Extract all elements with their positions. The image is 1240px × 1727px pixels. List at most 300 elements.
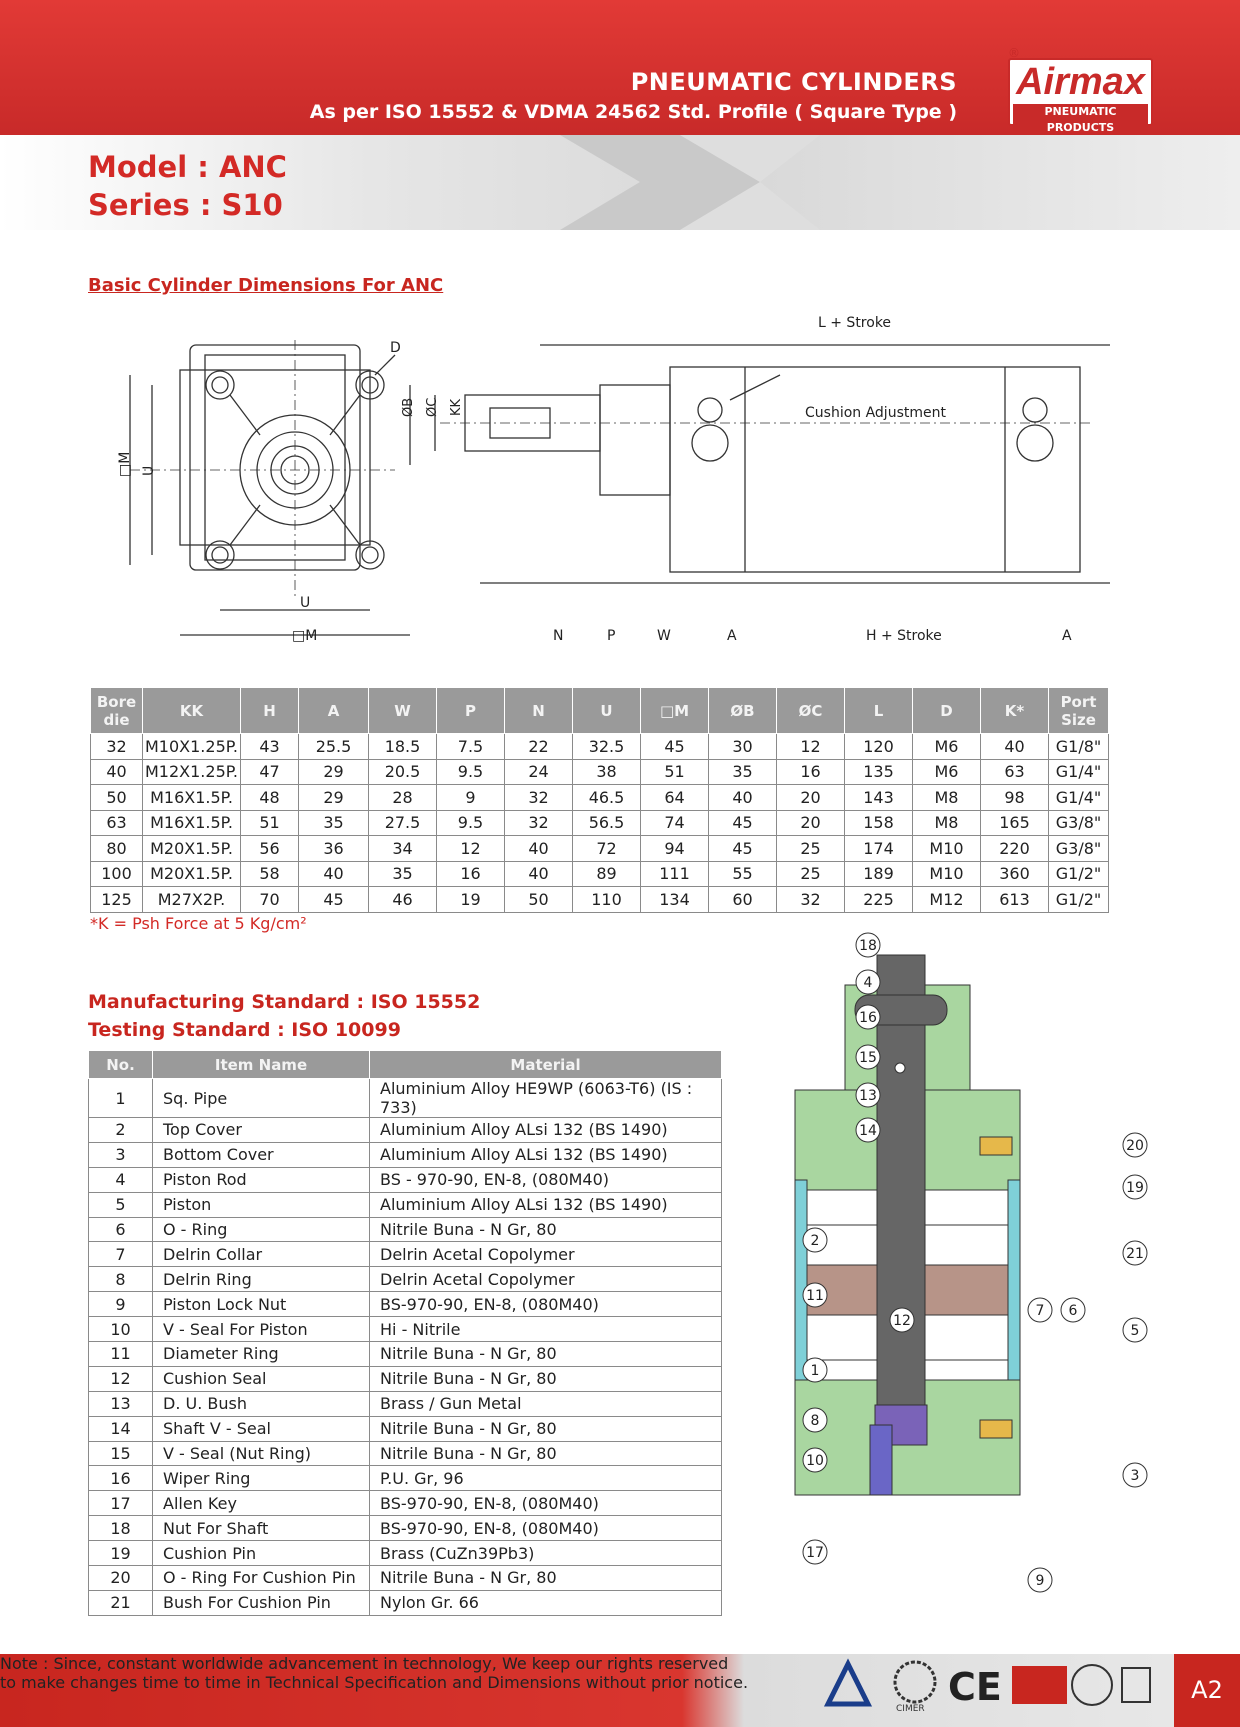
- cylinder-section-illustration: [790, 925, 1170, 1595]
- cert-cimer-label: CIMER: [896, 1704, 925, 1714]
- item-number-cell: 7: [89, 1242, 153, 1267]
- dim-label-a: A: [727, 628, 737, 644]
- dimension-cell: 40: [981, 734, 1049, 760]
- dimension-cell: 189: [845, 861, 913, 887]
- callout-number: 10: [806, 1453, 824, 1469]
- material-cell: Delrin Acetal Copolymer: [370, 1242, 722, 1267]
- footer-note-line2: to make changes time to time in Technical Specification and Dimensions without prior notice.: [0, 1673, 749, 1692]
- dimension-cell: 40: [299, 861, 369, 887]
- dimension-cell: 40: [709, 785, 777, 811]
- part-callout: [856, 970, 880, 994]
- dimension-cell: 72: [573, 836, 641, 862]
- item-name-cell: Bottom Cover: [153, 1142, 370, 1167]
- material-row: [89, 1491, 722, 1516]
- material-cell: BS-970-90, EN-8, (080M40): [370, 1292, 722, 1317]
- dimension-cell: 64: [641, 785, 709, 811]
- dimension-cell: G3/8": [1049, 836, 1109, 862]
- model-block: [88, 148, 287, 224]
- part-callout: [856, 1118, 880, 1142]
- item-name-cell: V - Seal (Nut Ring): [153, 1441, 370, 1466]
- material-cell: Aluminium Alloy ALsi 132 (BS 1490): [370, 1192, 722, 1217]
- callout-number: 6: [1068, 1303, 1078, 1319]
- dimension-cell: 22: [505, 734, 573, 760]
- callout-number: 16: [859, 1010, 877, 1026]
- item-name-cell: Delrin Collar: [153, 1242, 370, 1267]
- item-number-cell: 5: [89, 1192, 153, 1217]
- item-number-cell: 8: [89, 1267, 153, 1292]
- dimension-cell: 40: [505, 861, 573, 887]
- material-cell: Nitrile Buna - N Gr, 80: [370, 1416, 722, 1441]
- dimension-cell: 29: [299, 785, 369, 811]
- dim-label-n: N: [553, 628, 564, 644]
- dimension-cell: 50: [505, 887, 573, 913]
- dimension-cell: 60: [709, 887, 777, 913]
- material-row: [89, 1590, 722, 1615]
- dim-label-a2: A: [1062, 628, 1072, 644]
- testing-standard: Testing Standard : ISO 10099: [88, 1019, 401, 1041]
- material-table-header: [89, 1051, 722, 1079]
- dimension-cell: 18.5: [369, 734, 437, 760]
- dimension-cell: 25: [777, 861, 845, 887]
- dimension-cell: 48: [241, 785, 299, 811]
- dimension-cell: 94: [641, 836, 709, 862]
- dimension-cell: 40: [91, 759, 143, 785]
- material-row: [89, 1366, 722, 1391]
- dimension-cell: M10: [913, 836, 981, 862]
- section-body: [795, 955, 1020, 1495]
- callout-number: 20: [1126, 1138, 1144, 1154]
- material-row: [89, 1192, 722, 1217]
- series-line: Series : S10: [88, 188, 283, 222]
- material-row: [89, 1416, 722, 1441]
- part-callout: [856, 1005, 880, 1029]
- dimension-cell: 16: [437, 861, 505, 887]
- material-table-body: [89, 1079, 722, 1616]
- dimension-cell: 35: [299, 810, 369, 836]
- cylinder-dimension-drawing: [110, 315, 1130, 650]
- material-row: [89, 1118, 722, 1143]
- dimension-row: [91, 887, 1109, 913]
- dimension-cell: 50: [91, 785, 143, 811]
- dimension-cell: 34: [369, 836, 437, 862]
- dimension-cell: 29: [299, 759, 369, 785]
- dimension-cell: M12: [913, 887, 981, 913]
- callout-number: 13: [859, 1088, 877, 1104]
- item-number-cell: 1: [89, 1079, 153, 1118]
- dimension-cell: G1/4": [1049, 785, 1109, 811]
- item-number-cell: 13: [89, 1391, 153, 1416]
- callout-number: 4: [863, 975, 873, 991]
- item-number-cell: 20: [89, 1566, 153, 1591]
- dimension-cell: 45: [709, 836, 777, 862]
- dimension-column-header: Bore die: [91, 688, 143, 734]
- material-cell: Brass / Gun Metal: [370, 1391, 722, 1416]
- material-column-header: Item Name: [153, 1051, 370, 1079]
- material-cell: Aluminium Alloy HE9WP (6063-T6) (IS : 733): [370, 1079, 722, 1118]
- material-row: [89, 1541, 722, 1566]
- dimension-cell: 20: [777, 785, 845, 811]
- callout-number: 9: [1035, 1573, 1045, 1589]
- dimension-cell: 143: [845, 785, 913, 811]
- material-cell: P.U. Gr, 96: [370, 1466, 722, 1491]
- dimension-column-header: U: [573, 688, 641, 734]
- dim-label-m: □M: [117, 451, 133, 477]
- item-name-cell: O - Ring: [153, 1217, 370, 1242]
- item-name-cell: D. U. Bush: [153, 1391, 370, 1416]
- dimension-table: [90, 687, 1109, 913]
- dimension-cell: 9.5: [437, 810, 505, 836]
- part-callout: [1028, 1298, 1052, 1322]
- dim-label-u-bottom: U: [300, 595, 311, 611]
- dimension-column-header: □M: [641, 688, 709, 734]
- dim-label-l-stroke: L + Stroke: [818, 315, 892, 331]
- dimension-row: [91, 810, 1109, 836]
- dimension-cell: 70: [241, 887, 299, 913]
- item-name-cell: Bush For Cushion Pin: [153, 1590, 370, 1615]
- callout-number: 11: [806, 1288, 824, 1304]
- dimension-cell: 20.5: [369, 759, 437, 785]
- cushion-adjustment-label: Cushion Adjustment: [805, 405, 946, 421]
- dim-label-w: W: [657, 628, 671, 644]
- material-cell: BS-970-90, EN-8, (080M40): [370, 1491, 722, 1516]
- material-cell: Nitrile Buna - N Gr, 80: [370, 1342, 722, 1367]
- dimension-cell: 134: [641, 887, 709, 913]
- part-callout: [1123, 1241, 1147, 1265]
- dimension-column-header: A: [299, 688, 369, 734]
- dim-label-h-stroke: H + Stroke: [866, 628, 942, 644]
- logo-brand: Airmax: [1016, 61, 1145, 103]
- dimension-cell: 63: [91, 810, 143, 836]
- dimension-cell: 98: [981, 785, 1049, 811]
- dimension-cell: 360: [981, 861, 1049, 887]
- dimension-cell: 32: [777, 887, 845, 913]
- dim-label-kk: KK: [449, 398, 464, 416]
- dimension-cell: 25.5: [299, 734, 369, 760]
- callout-number: 21: [1126, 1246, 1144, 1262]
- section-title: Basic Cylinder Dimensions For ANC: [88, 275, 444, 296]
- item-number-cell: 19: [89, 1541, 153, 1566]
- material-row: [89, 1292, 722, 1317]
- header-subtitle: As per ISO 15552 & VDMA 24562 Std. Profile ( Square Type ): [309, 101, 957, 123]
- material-row: [89, 1242, 722, 1267]
- dimension-column-header: Port Size: [1049, 688, 1109, 734]
- dimension-cell: 45: [641, 734, 709, 760]
- dimension-cell: 55: [709, 861, 777, 887]
- item-number-cell: 10: [89, 1317, 153, 1342]
- k-force-note: *K = Psh Force at 5 Kg/cm²: [90, 914, 307, 933]
- dimension-cell: M20X1.5P.: [143, 836, 241, 862]
- dimension-column-header: P: [437, 688, 505, 734]
- dimension-cell: 174: [845, 836, 913, 862]
- dimension-cell: M16X1.5P.: [143, 785, 241, 811]
- dimension-cell: 40: [505, 836, 573, 862]
- dimension-cell: 20: [777, 810, 845, 836]
- isi-mark-icon: [828, 1664, 868, 1704]
- item-name-cell: Delrin Ring: [153, 1267, 370, 1292]
- dimension-cell: M12X1.25P.: [143, 759, 241, 785]
- material-cell: Nitrile Buna - N Gr, 80: [370, 1217, 722, 1242]
- dimension-cell: 30: [709, 734, 777, 760]
- bureau-veritas-seal-icon: [1072, 1665, 1112, 1705]
- dimension-cell: 32.5: [573, 734, 641, 760]
- material-row: [89, 1391, 722, 1416]
- ce-mark: CE: [948, 1665, 1002, 1709]
- dimension-column-header: H: [241, 688, 299, 734]
- material-cell: Nitrile Buna - N Gr, 80: [370, 1566, 722, 1591]
- material-cell: Hi - Nitrile: [370, 1317, 722, 1342]
- dim-label-m-bottom: □M: [292, 628, 318, 644]
- cimer-gear-icon: [895, 1662, 935, 1702]
- dimension-cell: 16: [777, 759, 845, 785]
- header-title: PNEUMATIC CYLINDERS: [630, 68, 957, 96]
- dimension-cell: 47: [241, 759, 299, 785]
- callout-number: 19: [1126, 1180, 1144, 1196]
- material-row: [89, 1267, 722, 1292]
- dimension-cell: 24: [505, 759, 573, 785]
- dimension-cell: 35: [709, 759, 777, 785]
- part-callout: [803, 1448, 827, 1472]
- dimension-cell: 220: [981, 836, 1049, 862]
- dim-label-u: U: [141, 465, 157, 476]
- dimension-cell: 45: [709, 810, 777, 836]
- dimension-cell: 51: [241, 810, 299, 836]
- dim-label-ob: ØB: [401, 397, 416, 417]
- model-line: Model : ANC: [88, 150, 287, 184]
- dimension-cell: 9.5: [437, 759, 505, 785]
- item-number-cell: 21: [89, 1590, 153, 1615]
- part-callout: [803, 1228, 827, 1252]
- item-number-cell: 16: [89, 1466, 153, 1491]
- dimension-cell: 36: [299, 836, 369, 862]
- part-callout: [1123, 1175, 1147, 1199]
- dimension-cell: 80: [91, 836, 143, 862]
- material-row: [89, 1142, 722, 1167]
- dimension-table-header: [91, 688, 1109, 734]
- dimension-cell: 613: [981, 887, 1049, 913]
- item-name-cell: O - Ring For Cushion Pin: [153, 1566, 370, 1591]
- material-cell: Aluminium Alloy ALsi 132 (BS 1490): [370, 1118, 722, 1143]
- callout-number: 18: [859, 938, 877, 954]
- dimension-cell: 32: [91, 734, 143, 760]
- part-callout: [1123, 1463, 1147, 1487]
- item-name-cell: V - Seal For Piston: [153, 1317, 370, 1342]
- manufacturing-standard: Manufacturing Standard : ISO 15552: [88, 991, 481, 1013]
- item-name-cell: Piston: [153, 1192, 370, 1217]
- dimension-cell: M10: [913, 861, 981, 887]
- part-callout: [856, 933, 880, 957]
- ukas-badge-icon: [1122, 1668, 1150, 1702]
- item-number-cell: 4: [89, 1167, 153, 1192]
- item-number-cell: 12: [89, 1366, 153, 1391]
- material-row: [89, 1217, 722, 1242]
- dimension-cell: 19: [437, 887, 505, 913]
- item-name-cell: Cushion Seal: [153, 1366, 370, 1391]
- callout-number: 7: [1035, 1303, 1045, 1319]
- dimension-column-header: KK: [143, 688, 241, 734]
- dimension-cell: 63: [981, 759, 1049, 785]
- dimension-cell: G1/2": [1049, 861, 1109, 887]
- part-callout: [856, 1045, 880, 1069]
- dimension-cell: 45: [299, 887, 369, 913]
- material-cell: Nylon Gr. 66: [370, 1590, 722, 1615]
- dimension-cell: 225: [845, 887, 913, 913]
- dimension-cell: 125: [91, 887, 143, 913]
- dimension-column-header: K*: [981, 688, 1049, 734]
- item-number-cell: 9: [89, 1292, 153, 1317]
- item-name-cell: Wiper Ring: [153, 1466, 370, 1491]
- dimension-cell: 35: [369, 861, 437, 887]
- dimension-cell: G1/2": [1049, 887, 1109, 913]
- dimension-cell: M16X1.5P.: [143, 810, 241, 836]
- dimension-cell: 27.5: [369, 810, 437, 836]
- dim-label-d: D: [390, 340, 401, 356]
- dimension-cell: 43: [241, 734, 299, 760]
- dimension-cell: 51: [641, 759, 709, 785]
- material-cell: Brass (CuZn39Pb3): [370, 1541, 722, 1566]
- dim-label-p: P: [607, 628, 616, 644]
- material-row: [89, 1167, 722, 1192]
- dimension-row: [91, 734, 1109, 760]
- dimension-cell: G1/8": [1049, 734, 1109, 760]
- part-callout: [803, 1540, 827, 1564]
- callout-number: 17: [806, 1545, 824, 1561]
- page-number: A2: [1174, 1654, 1240, 1727]
- material-row: [89, 1516, 722, 1541]
- logo-sub: PNEUMATIC PRODUCTS: [1013, 104, 1148, 136]
- part-callout: [803, 1283, 827, 1307]
- callout-number: 2: [810, 1233, 820, 1249]
- material-cell: BS-970-90, EN-8, (080M40): [370, 1516, 722, 1541]
- material-row: [89, 1466, 722, 1491]
- dimension-cell: 7.5: [437, 734, 505, 760]
- material-cell: Aluminium Alloy ALsi 132 (BS 1490): [370, 1142, 722, 1167]
- material-row: [89, 1317, 722, 1342]
- item-name-cell: Sq. Pipe: [153, 1079, 370, 1118]
- part-callout: [1123, 1318, 1147, 1342]
- dimension-row: [91, 861, 1109, 887]
- item-number-cell: 15: [89, 1441, 153, 1466]
- dimension-cell: 89: [573, 861, 641, 887]
- dimension-cell: 56.5: [573, 810, 641, 836]
- item-name-cell: Allen Key: [153, 1491, 370, 1516]
- dimension-cell: 12: [437, 836, 505, 862]
- material-cell: Nitrile Buna - N Gr, 80: [370, 1441, 722, 1466]
- item-name-cell: Shaft V - Seal: [153, 1416, 370, 1441]
- item-name-cell: Cushion Pin: [153, 1541, 370, 1566]
- item-number-cell: 6: [89, 1217, 153, 1242]
- side-view: [410, 345, 1110, 583]
- dimension-cell: M27X2P.: [143, 887, 241, 913]
- brand-logo: [1008, 46, 1153, 134]
- item-name-cell: Diameter Ring: [153, 1342, 370, 1367]
- dimension-row: [91, 759, 1109, 785]
- dimension-cell: 165: [981, 810, 1049, 836]
- dimension-cell: 58: [241, 861, 299, 887]
- dimension-cell: 12: [777, 734, 845, 760]
- dimension-cell: 9: [437, 785, 505, 811]
- dimension-cell: 46: [369, 887, 437, 913]
- dimension-cell: 158: [845, 810, 913, 836]
- dimension-cell: 110: [573, 887, 641, 913]
- part-callout: [1123, 1133, 1147, 1157]
- dimension-column-header: ØC: [777, 688, 845, 734]
- callout-number: 5: [1130, 1323, 1140, 1339]
- dimension-row: [91, 836, 1109, 862]
- dimension-table-body: [91, 734, 1109, 913]
- callout-number: 12: [893, 1313, 911, 1329]
- dimension-cell: 28: [369, 785, 437, 811]
- dimension-cell: 56: [241, 836, 299, 862]
- iso-cert-badge: [1012, 1666, 1067, 1704]
- item-name-cell: Piston Lock Nut: [153, 1292, 370, 1317]
- dimension-cell: G3/8": [1049, 810, 1109, 836]
- item-name-cell: Top Cover: [153, 1118, 370, 1143]
- dimension-cell: 111: [641, 861, 709, 887]
- dimension-cell: 25: [777, 836, 845, 862]
- item-number-cell: 17: [89, 1491, 153, 1516]
- dimension-cell: 32: [505, 785, 573, 811]
- item-number-cell: 11: [89, 1342, 153, 1367]
- dimension-row: [91, 785, 1109, 811]
- dimension-cell: M10X1.25P.: [143, 734, 241, 760]
- material-cell: Nitrile Buna - N Gr, 80: [370, 1366, 722, 1391]
- dimension-cell: M6: [913, 734, 981, 760]
- item-name-cell: Piston Rod: [153, 1167, 370, 1192]
- dimension-cell: 120: [845, 734, 913, 760]
- item-name-cell: Nut For Shaft: [153, 1516, 370, 1541]
- part-callout: [1028, 1568, 1052, 1592]
- item-number-cell: 2: [89, 1118, 153, 1143]
- dimension-cell: 100: [91, 861, 143, 887]
- part-callout: [1061, 1298, 1085, 1322]
- dimension-column-header: N: [505, 688, 573, 734]
- material-row: [89, 1566, 722, 1591]
- dimension-column-header: D: [913, 688, 981, 734]
- standards-block: [88, 988, 480, 1044]
- dimension-cell: 32: [505, 810, 573, 836]
- material-row: [89, 1079, 722, 1118]
- material-table: [88, 1050, 722, 1616]
- dimension-cell: 38: [573, 759, 641, 785]
- material-row: [89, 1342, 722, 1367]
- material-column-header: Material: [370, 1051, 722, 1079]
- dimension-cell: 135: [845, 759, 913, 785]
- material-column-header: No.: [89, 1051, 153, 1079]
- dimension-column-header: W: [369, 688, 437, 734]
- dimension-column-header: L: [845, 688, 913, 734]
- dimension-cell: 46.5: [573, 785, 641, 811]
- callout-number: 14: [859, 1123, 877, 1139]
- footer-note-line1: Note : Since, constant worldwide advancement in technology, We keep our rights reserved: [0, 1654, 729, 1673]
- dimension-cell: M20X1.5P.: [143, 861, 241, 887]
- front-view: [130, 340, 410, 635]
- part-callout: [890, 1308, 914, 1332]
- material-cell: BS - 970-90, EN-8, (080M40): [370, 1167, 722, 1192]
- dimension-column-header: ØB: [709, 688, 777, 734]
- material-row: [89, 1441, 722, 1466]
- callout-number: 8: [810, 1413, 820, 1429]
- dimension-cell: 74: [641, 810, 709, 836]
- footer-note: [0, 1654, 748, 1692]
- callout-number: 1: [810, 1363, 820, 1379]
- item-number-cell: 3: [89, 1142, 153, 1167]
- material-cell: Delrin Acetal Copolymer: [370, 1267, 722, 1292]
- part-callout: [856, 1083, 880, 1107]
- dimension-cell: M8: [913, 785, 981, 811]
- callout-number: 3: [1130, 1468, 1140, 1484]
- part-callout: [803, 1358, 827, 1382]
- certification-logos: [820, 1658, 1160, 1714]
